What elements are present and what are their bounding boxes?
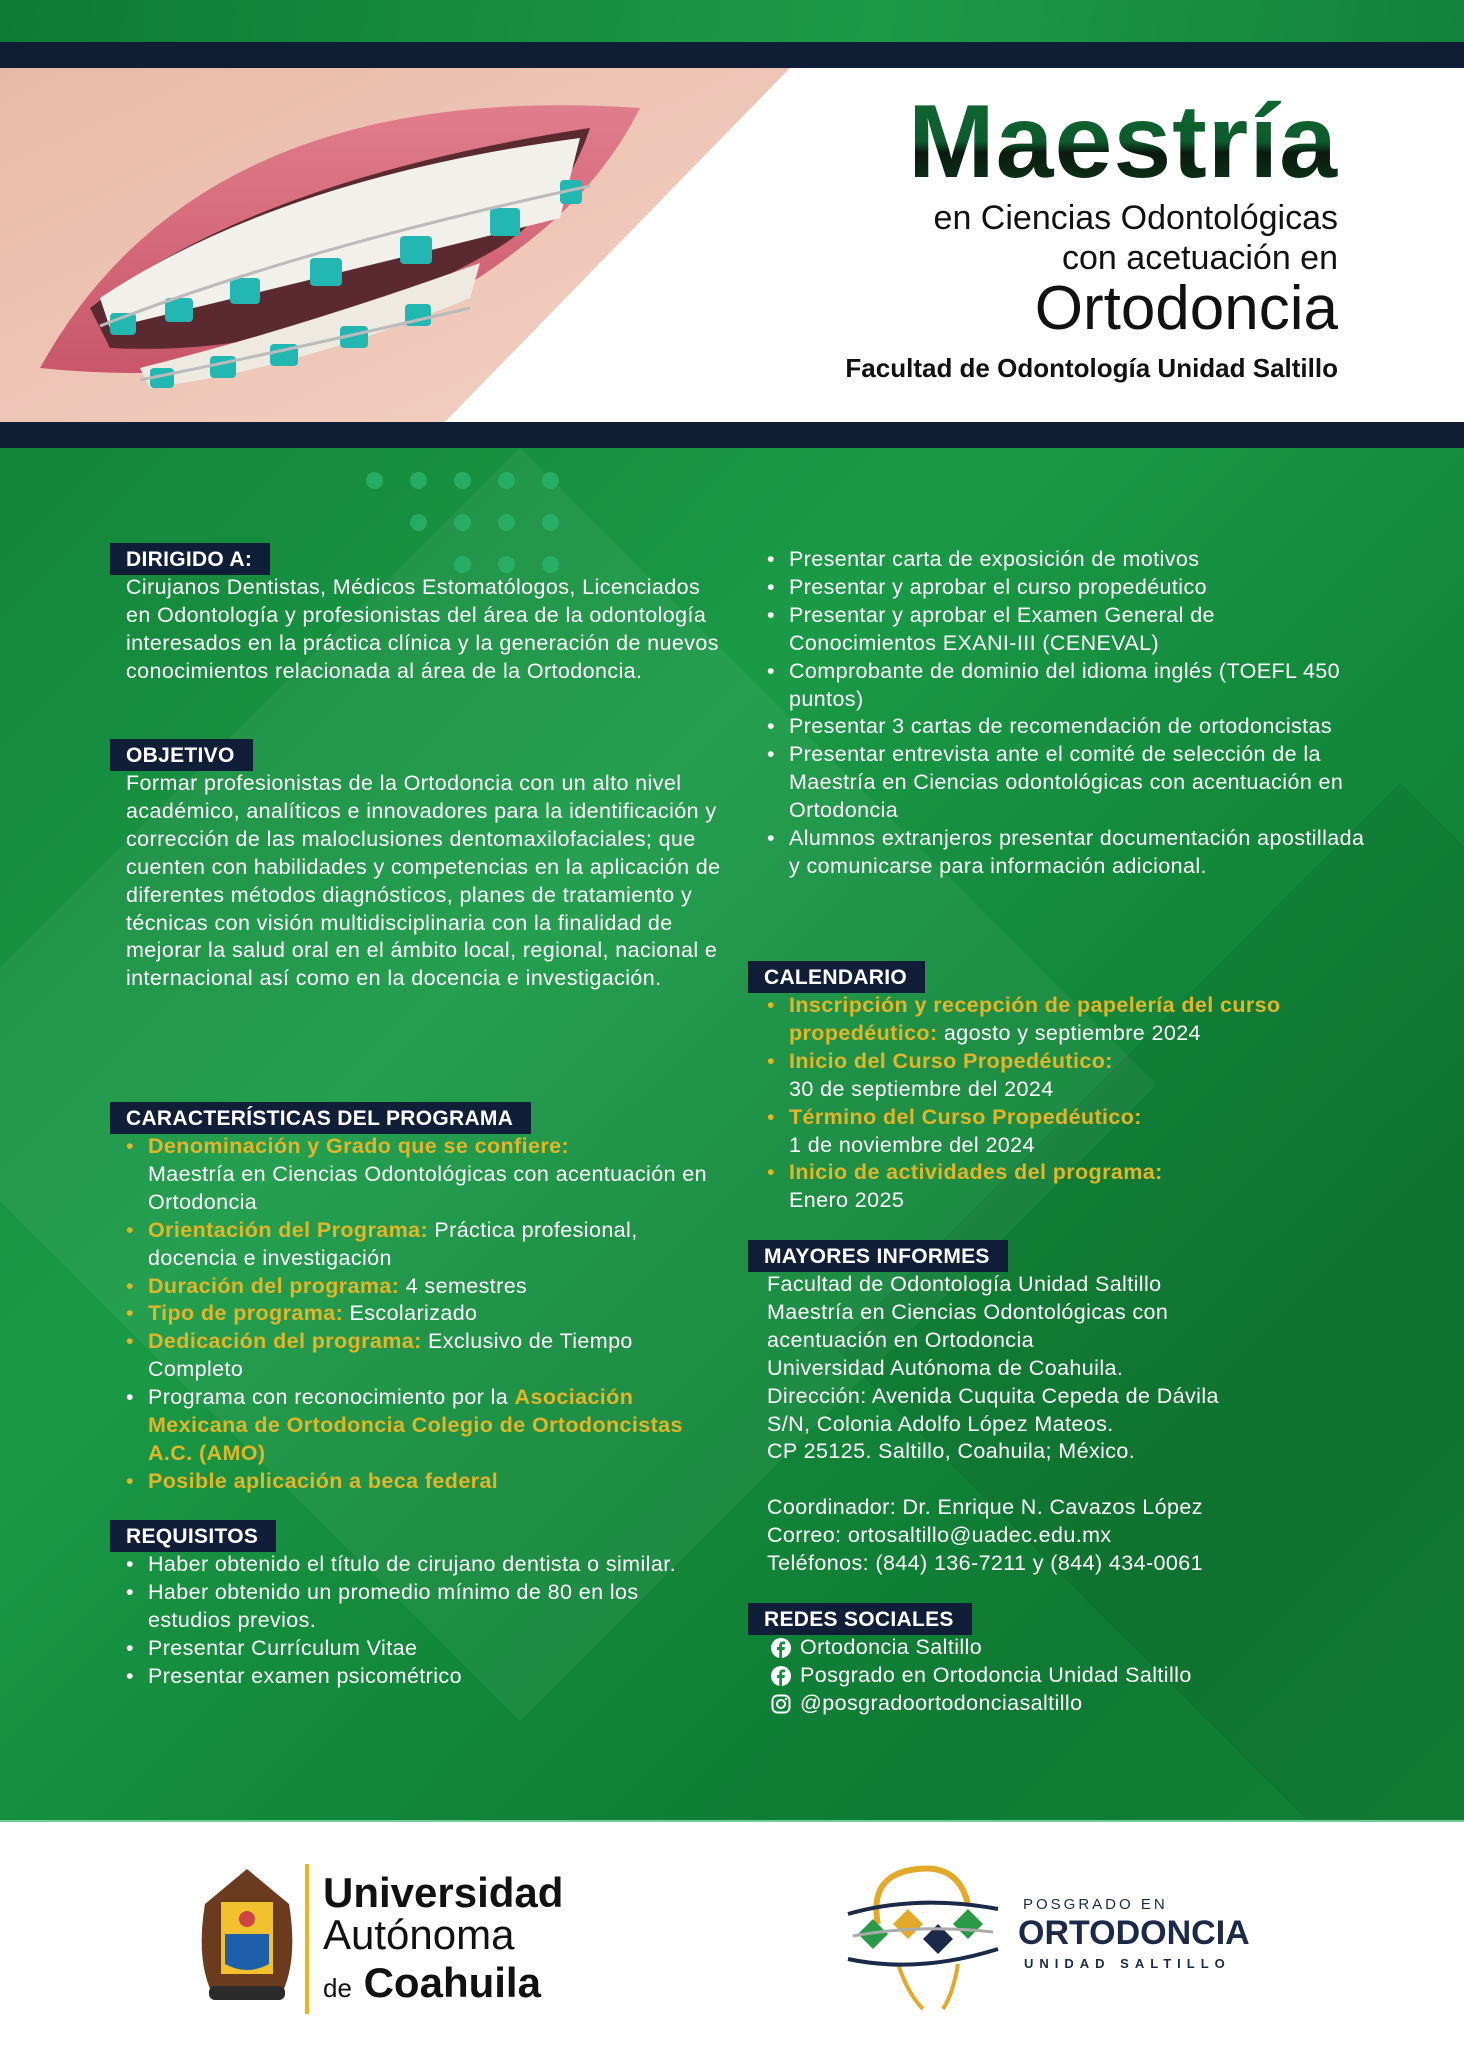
list-item: • Programa con reconocimiento por la Asociación Mexicana de Ortodoncia Colegio de Ortodoncistas A.C. (AMO) [126,1384,726,1468]
coordinator: Coordinador: Dr. Enrique N. Cavazos López [767,1495,1203,1520]
list-item: • Dedicación del programa: Exclusivo de Tiempo Completo [126,1328,726,1384]
requisitos-list-left [126,1551,726,1691]
list-item: • Presentar carta de exposición de motivos [767,546,1367,574]
navy-stripe [0,422,1464,448]
subtitle-line-2: con acetuación en [1062,239,1338,277]
list-item: • Inscripción y recepción de papelería del curso propedéutico: agosto y septiembre 2024 [767,992,1367,1048]
social-list [770,1634,1410,1718]
list-item: • Inicio del Curso Propedéutico: 30 de septiembre del 2024 [767,1048,1367,1104]
section-heading-objetivo: OBJETIVO [110,739,253,771]
header [0,68,1464,422]
list-item: • Presentar y aprobar el curso propedéutico [767,574,1367,602]
faculty-name: Facultad de Odontología Unidad Saltillo [845,353,1338,383]
list-item: • Comprobante de dominio del idioma inglés (TOEFL 450 puntos) [767,658,1367,714]
requisitos-list-right [767,546,1367,881]
tooth-logo-icon [838,1854,1008,2014]
phones: Teléfonos: (844) 136-7211 y (844) 434-0061 [767,1551,1203,1576]
list-item: • Tipo de programa: Escolarizado [126,1300,726,1328]
section-heading-caracteristicas: CARACTERÍSTICAS DEL PROGRAMA [110,1102,531,1134]
social-instagram[interactable]: @posgradoortodonciasaltillo [770,1690,1410,1718]
social-facebook-ortodoncia[interactable]: Ortodoncia Saltillo [770,1634,1410,1662]
list-item: • Presentar examen psicométrico [126,1663,726,1691]
divider [305,1864,309,2014]
email-link[interactable]: Correo: ortosaltillo@uadec.edu.mx [767,1523,1112,1548]
list-item: • Presentar 3 cartas de recomendación de ortodoncistas [767,713,1367,741]
uadec-crest-icon [195,1864,299,2014]
objetivo-text: Formar profesionistas de la Ortodoncia con un alto nivel académico, analíticos e innovadores para la identificación y corrección de las maloclusiones dentomaxilofaciales; que cuenten con habilidades y competencias en la aplicación de diferentes métodos diagnósticos, planes de tratamiento y técnicas con visión multidisciplinaria con la finalidad de mejorar la salud oral en el ámbito local, regional, nacional e internacional así como en la docencia e investigación. [126,771,721,991]
dirigido-text: Cirujanos Dentistas, Médicos Estomatólogos, Licenciados en Odontología y profesionistas del área de la odontología interesados en la práctica clínica y la generación de nuevos conocimientos relacionada al área de la Ortodoncia. [126,575,719,683]
list-item: • Haber obtenido el título de cirujano dentista o similar. [126,1551,726,1579]
title-maestria: Maestría [908,84,1338,200]
section-heading-calendario: CALENDARIO [748,961,925,993]
section-heading-requisitos: REQUISITOS [110,1520,276,1552]
section-heading-dirigido: DIRIGIDO A: [110,543,270,575]
list-item: • Denominación y Grado que se confiere: Maestría en Ciencias Odontológicas con acentuación en Ortodoncia [126,1133,726,1217]
list-item: • Haber obtenido un promedio mínimo de 80 en los estudios previos. [126,1579,726,1635]
list-item: • Orientación del Programa: Práctica profesional, docencia e investigación [126,1217,726,1273]
section-heading-informes: MAYORES INFORMES [748,1240,1008,1272]
list-item: • Término del Curso Propedéutico: 1 de noviembre del 2024 [767,1104,1367,1160]
uadec-logo: Universidad Autónoma de Coahuila [195,1864,615,2014]
list-item: • Duración del programa: 4 semestres [126,1273,726,1301]
list-item: • Posible aplicación a beca federal [126,1468,726,1496]
list-item: • Presentar Currículum Vitae [126,1635,726,1663]
facebook-icon [770,1665,792,1687]
navy-stripe [0,42,1464,68]
section-heading-redes: REDES SOCIALES [748,1603,972,1635]
top-band [0,0,1464,42]
facebook-icon [770,1637,792,1659]
posgrado-ortodoncia-logo: POSGRADO EN ORTODONCIA UNIDAD SALTILLO [838,1854,1278,2014]
instagram-icon [770,1693,792,1715]
list-item: • Presentar entrevista ante el comité de selección de la Maestría en Ciencias odontológicas con acentuación en Ortodoncia [767,741,1367,825]
list-item: • Alumnos extranjeros presentar documentación apostillada y comunicarse para información adicional. [767,825,1367,881]
social-facebook-posgrado[interactable]: Posgrado en Ortodoncia Unidad Saltillo [770,1662,1410,1690]
list-item: • Inicio de actividades del programa: Enero 2025 [767,1159,1367,1215]
footer [0,1820,1464,2048]
braces-photo [0,68,790,422]
calendario-list [767,992,1367,1215]
title-ortodoncia: Ortodoncia [1034,274,1338,343]
informes-block: Facultad de Odontología Unidad Saltillo Maestría en Ciencias Odontológicas con acentuación en Ortodoncia Universidad Autónoma de Coahuila. Dirección: Avenida Cuquita Cepeda de Dávila S/N, Colonia Adolfo López Mateos. CP 25125. Saltillo, Coahuila; México. Coordinador: Dr. Enrique N. Cavazos López Correo: ortosaltillo@uadec.edu.mx Teléfonos: (844) 136-7211 y (844) 434-0061 [767,1271,1407,1578]
caracteristicas-list [126,1133,726,1496]
list-item: • Presentar y aprobar el Examen General de Conocimientos EXANI-III (CENEVAL) [767,602,1367,658]
subtitle-line-1: en Ciencias Odontológicas [933,199,1338,237]
